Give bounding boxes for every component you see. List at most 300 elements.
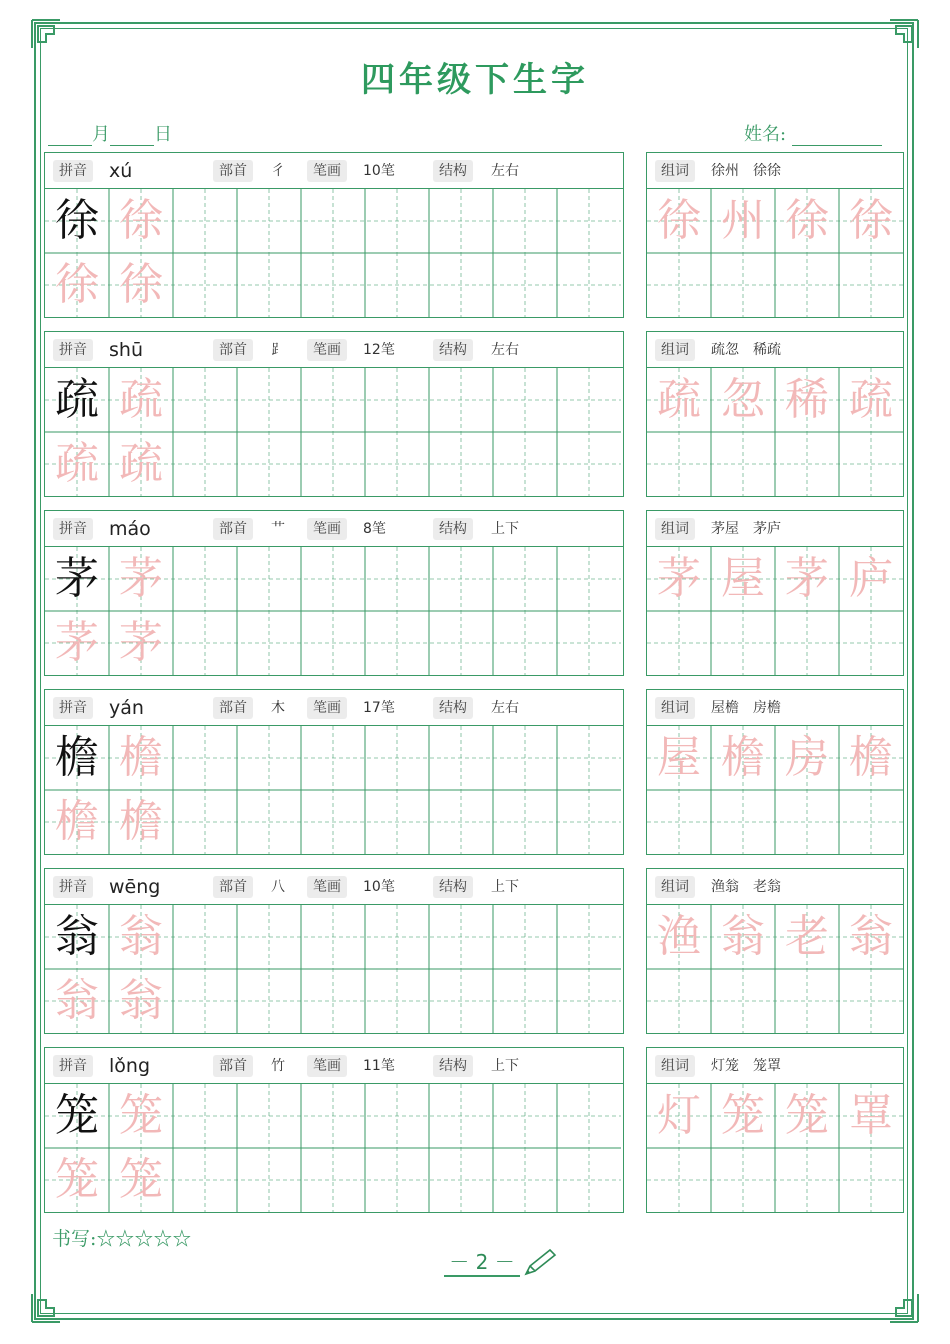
char-info-header <box>45 690 623 726</box>
words-label: 组词 <box>655 1055 695 1077</box>
practice-cell[interactable] <box>429 1084 493 1148</box>
practice-cell[interactable] <box>711 1084 775 1148</box>
practice-cell[interactable] <box>839 1084 903 1148</box>
practice-cell[interactable] <box>237 905 301 969</box>
practice-cell[interactable] <box>173 790 237 854</box>
radical-value: 彳 <box>271 163 285 179</box>
practice-cell[interactable] <box>557 790 621 854</box>
practice-cell[interactable] <box>109 368 173 432</box>
practice-cell[interactable] <box>557 905 621 969</box>
practice-cell[interactable] <box>109 189 173 253</box>
words-label: 组词 <box>655 697 695 719</box>
corner-ornament-bottom-right <box>866 1270 920 1324</box>
practice-cell[interactable] <box>775 547 839 611</box>
pinyin-label: 拼音 <box>53 339 93 361</box>
strokes-value: 12笔 <box>363 342 395 358</box>
trace-character: 稀 <box>785 374 829 425</box>
practice-cell[interactable] <box>365 189 429 253</box>
practice-cell[interactable] <box>493 969 557 1033</box>
word-practice-block <box>646 331 904 497</box>
practice-cell[interactable] <box>647 547 711 611</box>
practice-cell[interactable] <box>365 1148 429 1212</box>
practice-cell[interactable] <box>493 726 557 790</box>
practice-cell[interactable] <box>647 1084 711 1148</box>
practice-cell[interactable] <box>365 547 429 611</box>
practice-cell[interactable] <box>301 368 365 432</box>
practice-cell[interactable] <box>711 368 775 432</box>
practice-cell[interactable] <box>429 547 493 611</box>
practice-cell[interactable] <box>647 189 711 253</box>
words-value: 渔翁 老翁 <box>711 879 781 895</box>
words-label: 组词 <box>655 339 695 361</box>
practice-cell[interactable] <box>109 547 173 611</box>
pinyin-label: 拼音 <box>53 1055 93 1077</box>
practice-cell[interactable] <box>365 726 429 790</box>
practice-cell[interactable] <box>173 969 237 1033</box>
practice-cell[interactable] <box>711 611 775 675</box>
practice-cell[interactable] <box>775 368 839 432</box>
strokes-value: 10笔 <box>363 163 395 179</box>
practice-cell[interactable] <box>839 611 903 675</box>
trace-character: 翁 <box>55 975 99 1026</box>
practice-cell[interactable] <box>109 611 173 675</box>
trace-character: 徐 <box>657 195 701 246</box>
practice-cell[interactable] <box>237 969 301 1033</box>
model-character: 疏 <box>55 374 99 425</box>
practice-cell[interactable] <box>45 969 109 1033</box>
practice-cell[interactable] <box>45 189 109 253</box>
trace-character: 疏 <box>657 374 701 425</box>
practice-cell[interactable] <box>711 189 775 253</box>
practice-cell[interactable] <box>173 547 237 611</box>
practice-cell[interactable] <box>173 905 237 969</box>
word-practice-block <box>646 152 904 318</box>
trace-character: 翁 <box>119 975 163 1026</box>
month-blank[interactable] <box>48 127 92 146</box>
practice-cell[interactable] <box>109 726 173 790</box>
practice-cell[interactable] <box>45 790 109 854</box>
practice-cell[interactable] <box>557 253 621 317</box>
practice-cell[interactable] <box>711 905 775 969</box>
practice-cell[interactable] <box>173 189 237 253</box>
trace-character: 疏 <box>119 374 163 425</box>
trace-character: 徐 <box>119 195 163 246</box>
practice-cell[interactable] <box>647 1148 711 1212</box>
trace-character: 檐 <box>849 732 893 783</box>
trace-character: 茅 <box>657 553 701 604</box>
practice-cell[interactable] <box>429 368 493 432</box>
practice-cell[interactable] <box>237 1148 301 1212</box>
trace-character: 房 <box>785 732 829 783</box>
practice-cell[interactable] <box>647 432 711 496</box>
practice-cell[interactable] <box>429 189 493 253</box>
practice-cell[interactable] <box>839 726 903 790</box>
structure-value: 左右 <box>491 163 519 179</box>
trace-character: 老 <box>785 911 829 962</box>
trace-character: 忽 <box>721 374 765 425</box>
practice-cell[interactable] <box>173 726 237 790</box>
practice-cell[interactable] <box>365 905 429 969</box>
practice-cell[interactable] <box>493 547 557 611</box>
practice-cell[interactable] <box>711 790 775 854</box>
words-header <box>647 511 903 547</box>
practice-cell[interactable] <box>237 726 301 790</box>
pinyin-label: 拼音 <box>53 876 93 898</box>
practice-cell[interactable] <box>45 547 109 611</box>
practice-cell[interactable] <box>711 432 775 496</box>
page-number: － 2 － <box>444 1246 520 1277</box>
word-practice-block <box>646 868 904 1034</box>
char-info-header <box>45 869 623 905</box>
model-character: 翁 <box>55 911 99 962</box>
practice-cell[interactable] <box>109 790 173 854</box>
practice-cell[interactable] <box>301 253 365 317</box>
radical-label: 部首 <box>213 697 253 719</box>
words-value: 疏忽 稀疏 <box>711 342 781 358</box>
practice-cell[interactable] <box>45 368 109 432</box>
practice-cell[interactable] <box>45 432 109 496</box>
practice-cell[interactable] <box>365 969 429 1033</box>
practice-cell[interactable] <box>173 1084 237 1148</box>
pinyin-value: wēng <box>109 876 161 898</box>
strokes-label: 笔画 <box>307 697 347 719</box>
practice-cell[interactable] <box>775 969 839 1033</box>
practice-cell[interactable] <box>493 189 557 253</box>
practice-cell[interactable] <box>365 1084 429 1148</box>
trace-character: 茅 <box>119 617 163 668</box>
practice-cell[interactable] <box>557 611 621 675</box>
trace-character: 疏 <box>849 374 893 425</box>
trace-character: 屋 <box>721 553 765 604</box>
practice-cell[interactable] <box>173 368 237 432</box>
writing-rating <box>52 1224 191 1251</box>
practice-cell[interactable] <box>557 432 621 496</box>
month-label: 月 <box>92 124 110 145</box>
practice-cell[interactable] <box>429 969 493 1033</box>
practice-cell[interactable] <box>493 1084 557 1148</box>
practice-cell[interactable] <box>237 189 301 253</box>
structure-label: 结构 <box>433 697 473 719</box>
structure-value: 上下 <box>491 879 519 895</box>
practice-cell[interactable] <box>557 368 621 432</box>
char-info-header <box>45 332 623 368</box>
practice-cell[interactable] <box>365 611 429 675</box>
words-label: 组词 <box>655 876 695 898</box>
practice-cell[interactable] <box>45 726 109 790</box>
words-header <box>647 153 903 189</box>
pinyin-value: lǒng <box>109 1055 151 1077</box>
corner-ornament-bottom-left <box>30 1270 84 1324</box>
practice-cell[interactable] <box>647 726 711 790</box>
trace-character: 翁 <box>119 911 163 962</box>
trace-character: 笼 <box>785 1090 829 1141</box>
practice-cell[interactable] <box>429 611 493 675</box>
practice-cell[interactable] <box>647 790 711 854</box>
practice-cell[interactable] <box>711 253 775 317</box>
radical-label: 部首 <box>213 1055 253 1077</box>
practice-cell[interactable] <box>493 432 557 496</box>
practice-cell[interactable] <box>711 1148 775 1212</box>
trace-character: 罩 <box>849 1090 893 1141</box>
radical-value: 艹 <box>271 521 285 537</box>
practice-cell[interactable] <box>173 1148 237 1212</box>
page-title: 四年级下生字 <box>361 60 589 100</box>
practice-cell[interactable] <box>301 969 365 1033</box>
practice-cell[interactable] <box>775 1084 839 1148</box>
practice-cell[interactable] <box>557 1084 621 1148</box>
rating-stars[interactable]: ☆☆☆☆☆ <box>96 1228 192 1250</box>
trace-character: 庐 <box>849 553 893 604</box>
practice-cell[interactable] <box>237 253 301 317</box>
date-line <box>48 120 172 146</box>
trace-character: 笼 <box>55 1154 99 1205</box>
char-info-header <box>45 153 623 189</box>
practice-cell[interactable] <box>429 726 493 790</box>
strokes-label: 笔画 <box>307 876 347 898</box>
words-header <box>647 332 903 368</box>
trace-character: 檐 <box>55 796 99 847</box>
practice-cell[interactable] <box>237 547 301 611</box>
practice-cell[interactable] <box>173 611 237 675</box>
name-blank[interactable] <box>792 127 882 146</box>
model-character: 檐 <box>55 732 99 783</box>
trace-character: 檐 <box>721 732 765 783</box>
practice-cell[interactable] <box>647 368 711 432</box>
trace-character: 檐 <box>119 732 163 783</box>
practice-cell[interactable] <box>109 1148 173 1212</box>
practice-cell[interactable] <box>365 432 429 496</box>
trace-character: 疏 <box>55 438 99 489</box>
practice-cell[interactable] <box>647 905 711 969</box>
practice-cell[interactable] <box>301 1148 365 1212</box>
word-practice-block <box>646 689 904 855</box>
practice-cell[interactable] <box>647 969 711 1033</box>
strokes-value: 11笔 <box>363 1058 395 1074</box>
trace-character: 疏 <box>119 438 163 489</box>
practice-cell[interactable] <box>45 611 109 675</box>
trace-character: 徐 <box>849 195 893 246</box>
structure-value: 上下 <box>491 521 519 537</box>
words-header <box>647 690 903 726</box>
radical-value: 竹 <box>271 1058 285 1074</box>
practice-cell[interactable] <box>557 726 621 790</box>
model-character: 笼 <box>55 1090 99 1141</box>
words-label: 组词 <box>655 160 695 182</box>
strokes-label: 笔画 <box>307 160 347 182</box>
char-practice-block <box>44 331 624 497</box>
trace-character: 茅 <box>785 553 829 604</box>
practice-cell[interactable] <box>493 611 557 675</box>
practice-cell[interactable] <box>237 611 301 675</box>
words-value: 茅屋 茅庐 <box>711 521 781 537</box>
word-practice-block <box>646 510 904 676</box>
pinyin-label: 拼音 <box>53 160 93 182</box>
practice-cell[interactable] <box>711 547 775 611</box>
practice-cell[interactable] <box>839 368 903 432</box>
practice-cell[interactable] <box>109 1084 173 1148</box>
practice-cell[interactable] <box>237 1084 301 1148</box>
trace-character: 州 <box>721 195 765 246</box>
name-label: 姓名: <box>744 124 787 145</box>
words-header <box>647 1048 903 1084</box>
practice-cell[interactable] <box>365 368 429 432</box>
practice-cell[interactable] <box>301 189 365 253</box>
pinyin-value: máo <box>109 518 151 540</box>
practice-cell[interactable] <box>557 969 621 1033</box>
practice-cell[interactable] <box>557 189 621 253</box>
practice-cell[interactable] <box>711 726 775 790</box>
practice-cell[interactable] <box>839 547 903 611</box>
practice-cell[interactable] <box>493 790 557 854</box>
practice-cell[interactable] <box>839 969 903 1033</box>
radical-label: 部首 <box>213 876 253 898</box>
practice-cell[interactable] <box>301 790 365 854</box>
practice-cell[interactable] <box>647 611 711 675</box>
practice-cell[interactable] <box>775 189 839 253</box>
strokes-label: 笔画 <box>307 1055 347 1077</box>
practice-cell[interactable] <box>429 790 493 854</box>
char-practice-block <box>44 510 624 676</box>
char-practice-block <box>44 689 624 855</box>
structure-value: 左右 <box>491 700 519 716</box>
pen-icon <box>522 1248 558 1278</box>
practice-cell[interactable] <box>493 253 557 317</box>
trace-character: 翁 <box>849 911 893 962</box>
char-practice-block <box>44 868 624 1034</box>
strokes-value: 10笔 <box>363 879 395 895</box>
strokes-label: 笔画 <box>307 518 347 540</box>
practice-cell[interactable] <box>839 189 903 253</box>
pinyin-value: xú <box>109 160 133 182</box>
radical-label: 部首 <box>213 518 253 540</box>
practice-cell[interactable] <box>557 547 621 611</box>
practice-cell[interactable] <box>109 253 173 317</box>
practice-cell[interactable] <box>365 253 429 317</box>
practice-cell[interactable] <box>45 253 109 317</box>
strokes-label: 笔画 <box>307 339 347 361</box>
practice-cell[interactable] <box>237 790 301 854</box>
practice-cell[interactable] <box>647 253 711 317</box>
practice-cell[interactable] <box>839 1148 903 1212</box>
words-header <box>647 869 903 905</box>
strokes-value: 17笔 <box>363 700 395 716</box>
practice-cell[interactable] <box>775 253 839 317</box>
writing-label: 书写: <box>52 1228 97 1250</box>
trace-character: 徐 <box>55 259 99 310</box>
practice-cell[interactable] <box>839 790 903 854</box>
pinyin-label: 拼音 <box>53 518 93 540</box>
name-line <box>744 120 882 146</box>
practice-cell[interactable] <box>109 905 173 969</box>
word-practice-block <box>646 1047 904 1213</box>
practice-cell[interactable] <box>365 790 429 854</box>
practice-cell[interactable] <box>775 432 839 496</box>
words-value: 屋檐 房檐 <box>711 700 781 716</box>
char-info-header <box>45 511 623 547</box>
practice-cell[interactable] <box>301 905 365 969</box>
pinyin-value: shū <box>109 339 143 361</box>
practice-cell[interactable] <box>301 611 365 675</box>
trace-character: 徐 <box>785 195 829 246</box>
pinyin-value: yán <box>109 697 144 719</box>
radical-value: ⻊ <box>271 342 285 358</box>
radical-label: 部首 <box>213 339 253 361</box>
practice-cell[interactable] <box>429 432 493 496</box>
practice-cell[interactable] <box>775 1148 839 1212</box>
words-value: 灯笼 笼罩 <box>711 1058 781 1074</box>
structure-label: 结构 <box>433 1055 473 1077</box>
practice-cell[interactable] <box>173 432 237 496</box>
practice-cell[interactable] <box>301 726 365 790</box>
practice-cell[interactable] <box>493 1148 557 1212</box>
radical-value: 八 <box>271 879 285 895</box>
structure-value: 左右 <box>491 342 519 358</box>
practice-cell[interactable] <box>173 253 237 317</box>
practice-cell[interactable] <box>557 1148 621 1212</box>
trace-character: 檐 <box>119 796 163 847</box>
practice-cell[interactable] <box>775 611 839 675</box>
practice-cell[interactable] <box>109 969 173 1033</box>
strokes-value: 8笔 <box>363 521 386 537</box>
practice-cell[interactable] <box>301 547 365 611</box>
practice-cell[interactable] <box>301 432 365 496</box>
practice-cell[interactable] <box>45 1148 109 1212</box>
trace-character: 徐 <box>119 259 163 310</box>
day-label: 日 <box>154 124 172 145</box>
trace-character: 笼 <box>119 1154 163 1205</box>
day-blank[interactable] <box>110 127 154 146</box>
practice-cell[interactable] <box>775 790 839 854</box>
words-label: 组词 <box>655 518 695 540</box>
radical-value: 木 <box>271 700 285 716</box>
model-character: 茅 <box>55 553 99 604</box>
practice-cell[interactable] <box>237 368 301 432</box>
practice-cell[interactable] <box>839 905 903 969</box>
practice-cell[interactable] <box>109 432 173 496</box>
char-practice-block <box>44 152 624 318</box>
practice-cell[interactable] <box>711 969 775 1033</box>
trace-character: 灯 <box>657 1090 701 1141</box>
model-character: 徐 <box>55 195 99 246</box>
practice-cell[interactable] <box>45 905 109 969</box>
practice-cell[interactable] <box>45 1084 109 1148</box>
structure-label: 结构 <box>433 518 473 540</box>
practice-cell[interactable] <box>839 253 903 317</box>
trace-character: 屋 <box>657 732 701 783</box>
practice-cell[interactable] <box>429 905 493 969</box>
trace-character: 茅 <box>55 617 99 668</box>
practice-cell[interactable] <box>429 1148 493 1212</box>
practice-cell[interactable] <box>775 726 839 790</box>
practice-cell[interactable] <box>493 905 557 969</box>
structure-label: 结构 <box>433 160 473 182</box>
practice-cell[interactable] <box>429 253 493 317</box>
practice-cell[interactable] <box>493 368 557 432</box>
practice-cell[interactable] <box>237 432 301 496</box>
practice-cell[interactable] <box>775 905 839 969</box>
trace-character: 茅 <box>119 553 163 604</box>
structure-value: 上下 <box>491 1058 519 1074</box>
pinyin-label: 拼音 <box>53 697 93 719</box>
trace-character: 渔 <box>657 911 701 962</box>
radical-label: 部首 <box>213 160 253 182</box>
practice-cell[interactable] <box>301 1084 365 1148</box>
practice-cell[interactable] <box>839 432 903 496</box>
words-value: 徐州 徐徐 <box>711 163 781 179</box>
char-practice-block <box>44 1047 624 1213</box>
structure-label: 结构 <box>433 876 473 898</box>
trace-character: 翁 <box>721 911 765 962</box>
